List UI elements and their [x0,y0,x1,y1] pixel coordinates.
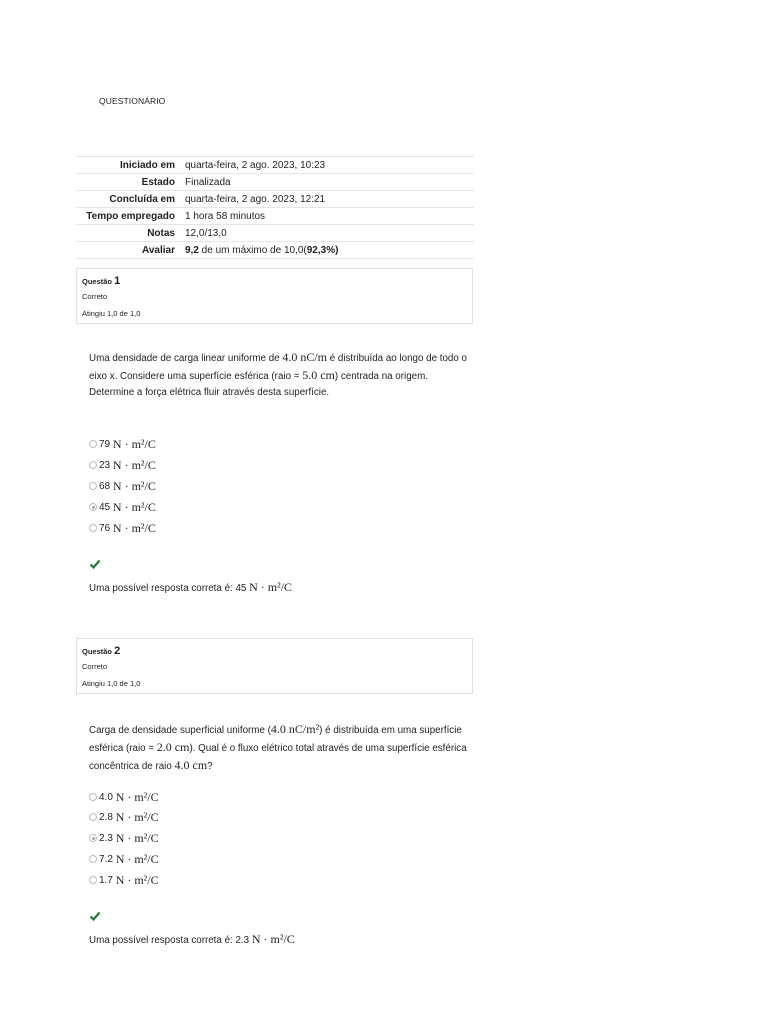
summary-label: Iniciado em [76,157,185,174]
check-icon [89,910,101,922]
answer-option[interactable]: 7.2 N · m²/C [89,852,159,866]
attempt-summary-table [76,156,474,259]
summary-row-state [76,174,474,191]
summary-label: Avaliar [76,242,185,259]
summary-value: quarta-feira, 2 ago. 2023, 12:21 [185,191,474,208]
summary-value [185,242,474,259]
radio-button[interactable] [89,440,97,448]
radio-button[interactable] [89,482,97,490]
summary-label: Concluída em [76,191,185,208]
answer-option[interactable]: 79 N · m²/C [89,437,156,451]
page-title: QUESTIONÁRIO [99,96,166,106]
radio-button[interactable] [89,855,97,863]
radio-button[interactable] [89,793,97,801]
radio-button[interactable] [89,813,97,821]
question-info-2 [76,638,473,694]
grade-value: 9,2 [185,244,199,256]
summary-row-started [76,157,474,174]
question-grade: Atingiu 1,0 de 1,0 [82,309,141,318]
radio-button[interactable] [89,876,97,884]
question-text-1: Uma densidade de carga linear uniforme de 4.0 nC/m é distribuída ao longo de todo o eixo x. Considere uma superfície esférica (raio = 5.0 cm) centrada na origem. Determine a força elétrica fluir através desta superfície. [89,350,467,398]
answer-option[interactable]: 4.0 N · m²/C [89,790,159,804]
radio-button[interactable] [89,461,97,469]
summary-value: 1 hora 58 minutos [185,208,474,225]
grade-text: de um máximo de 10,0( [198,244,307,256]
grade-percent: 92,3 [306,244,327,256]
right-answer-feedback: Uma possível resposta correta é: 2.3 N · m²/C [89,932,295,946]
question-number: Questão 2 [82,645,121,657]
right-answer-feedback: Uma possível resposta correta é: 45 N · m²/C [89,580,293,594]
summary-row-grade [76,242,474,259]
summary-value: Finalizada [185,174,474,191]
summary-row-time [76,208,474,225]
answer-option-selected[interactable]: 2.3 N · m²/C [89,831,159,845]
answer-option-selected[interactable]: 45 N · m²/C [89,500,156,514]
answer-option[interactable]: 2.8 N · m²/C [89,810,159,824]
radio-button-selected[interactable] [89,503,97,511]
summary-value: 12,0/13,0 [185,225,474,242]
check-icon [89,558,101,570]
answer-option[interactable]: 1.7 N · m²/C [89,873,159,887]
answer-option[interactable]: 76 N · m²/C [89,521,156,535]
question-grade: Atingiu 1,0 de 1,0 [82,679,141,688]
answer-option[interactable]: 23 N · m²/C [89,458,156,472]
question-text-2: Carga de densidade superficial uniforme (4.0 nC/m²) é distribuída em uma superfície esférica (raio = 2.0 cm). Qual é o fluxo elétrico total através de uma superfície esférica concêntrica de raio 4.0 cm? [89,722,467,772]
summary-label: Estado [76,174,185,191]
summary-row-completed [76,191,474,208]
radio-button[interactable] [89,524,97,532]
question-state: Correto [82,292,108,301]
answer-option[interactable]: 68 N · m²/C [89,479,156,493]
summary-label: Tempo empregado [76,208,185,225]
question-number: Questão 1 [82,275,121,287]
summary-row-marks [76,225,474,242]
grade-percent-sign: %) [326,244,339,256]
summary-value: quarta-feira, 2 ago. 2023, 10:23 [185,157,474,174]
question-state: Correto [82,662,108,671]
summary-label: Notas [76,225,185,242]
radio-button-selected[interactable] [89,834,97,842]
question-info-1 [76,268,473,324]
